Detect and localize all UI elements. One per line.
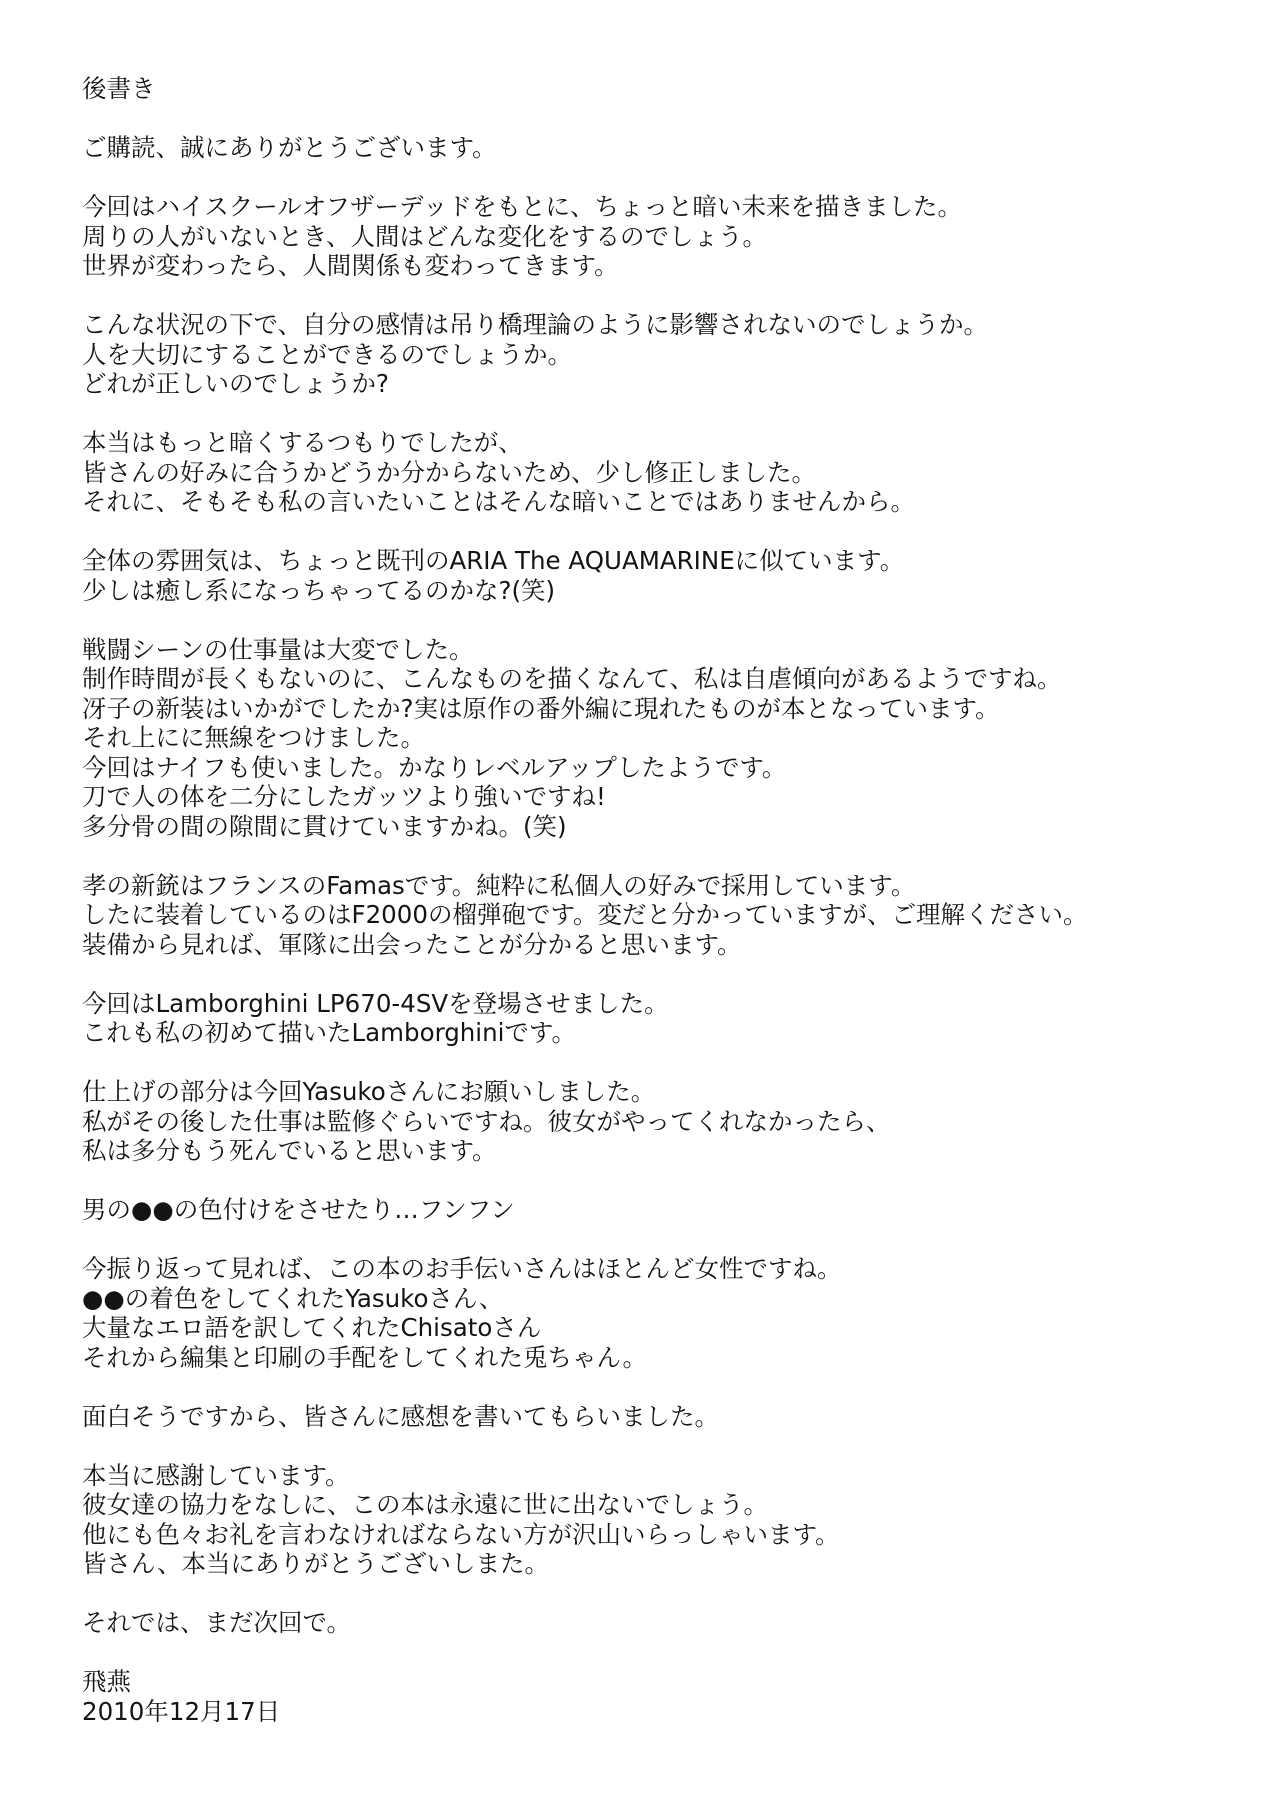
text-line: 周りの人がいないとき、人間はどんな変化をするのでしょう。 <box>82 221 768 251</box>
text-line: 大量なエロ語を訳してくれたChisatoさん <box>82 1313 542 1342</box>
paragraph <box>82 1608 1232 1638</box>
text-line: どれが正しいのでしょうか? <box>82 369 390 398</box>
text-line: 孝の新銃はフランスのFamasです。純粋に私個人の好みで採用しています。 <box>82 870 916 900</box>
text-line: 世界が変わったら、人間関係も変わってきます。 <box>82 251 619 280</box>
text-line: 全体の雰囲気は、ちょっと既刊のARIA The AQUAMARINEに似ています。 <box>82 546 905 575</box>
paragraph <box>82 133 1232 163</box>
paragraph <box>82 635 1232 842</box>
paragraph <box>82 310 1232 399</box>
paragraph <box>82 1254 1232 1372</box>
text-line: それから編集と印刷の手配をしてくれた兎ちゃん。 <box>82 1342 647 1372</box>
afterword-body <box>82 74 1232 1756</box>
text-line: 多分骨の間の隙間に貫けていますかね。(笑) <box>82 811 567 841</box>
text-line: それでは、まだ次回で。 <box>82 1608 352 1637</box>
paragraph <box>82 1402 1232 1432</box>
text-line: 私がその後した仕事は監修ぐらいですね。彼女がやってくれなかったら、 <box>82 1106 891 1136</box>
paragraph <box>82 546 1232 605</box>
text-line: 人を大切にすることができるのでしょうか。 <box>82 339 572 369</box>
date-line: 2010年12月17日 <box>82 1696 281 1726</box>
text-line: 装備から見れば、軍隊に出会ったことが分かると思います。 <box>82 929 742 959</box>
text-line: 他にも色々お礼を言わなければならない方が沢山いらっしゃいます。 <box>82 1519 840 1549</box>
text-line: 男の●●の色付けをさせたり…フンフン <box>82 1195 515 1224</box>
paragraph <box>82 1195 1232 1225</box>
text-line: 面白そうですから、皆さんに感想を書いてもらいました。 <box>82 1401 719 1431</box>
text-line: 本当に感謝しています。 <box>82 1460 350 1490</box>
text-line: 彼女達の協力をなしに、この本は永遠に世に出ないでしょう。 <box>82 1490 768 1519</box>
text-line: 仕上げの部分は今回Yasukoさんにお願いしました。 <box>82 1077 656 1106</box>
text-line: 今回はLamborghini LP670-4SVを登場させました。 <box>82 988 669 1018</box>
afterword-title-block <box>82 74 1232 104</box>
text-line: 戦闘シーンの仕事量は大変でした。 <box>82 634 474 664</box>
paragraph <box>82 192 1232 281</box>
text-line: こんな状況の下で、自分の感情は吊り橋理論のように影響されないのでしょうか。 <box>82 310 989 339</box>
text-line: 皆さん、本当にありがとうございしまた。 <box>82 1549 549 1578</box>
paragraph <box>82 428 1232 517</box>
paragraph <box>82 989 1232 1048</box>
paragraph <box>82 1077 1232 1166</box>
text-line: 皆さんの好みに合うかどうか分からないため、少し修正しました。 <box>82 457 817 487</box>
text-line: それに、そもそも私の言いたいことはそんな暗いことではありませんから。 <box>82 487 915 516</box>
text-line: ●●の着色をしてくれたYasukoさん、 <box>82 1283 504 1313</box>
text-line: 冴子の新装はいかがでしたか?実は原作の番外編に現れたものが本となっています。 <box>82 693 1000 723</box>
text-line: 本当はもっと暗くするつもりでしたが、 <box>82 428 523 457</box>
afterword-paragraphs <box>82 133 1232 1638</box>
text-line: 私は多分もう死んでいると思います。 <box>82 1136 497 1165</box>
paragraph <box>82 871 1232 960</box>
text-line: 少しは癒し系になっちゃってるのかな?(笑) <box>82 575 556 605</box>
text-line: 制作時間が長くもないのに、こんなものを描くなんて、私は自虐傾向があるようですね。 <box>82 664 1062 693</box>
text-line: それ上にに無線をつけました。 <box>82 723 425 752</box>
signature-block <box>82 1667 1232 1726</box>
text-line: 刀で人の体を二分にしたガッツより強いですね! <box>82 782 606 811</box>
text-line: 今回はナイフも使いました。かなりレベルアップしたようです。 <box>82 752 787 782</box>
text-line: 今回はハイスクールオフザーデッドをもとに、ちょっと暗い未来を描きました。 <box>82 192 963 221</box>
text-line: これも私の初めて描いたLamborghiniです。 <box>82 1018 576 1047</box>
text-line: 今振り返って見れば、この本のお手伝いさんはほとんど女性ですね。 <box>82 1254 842 1283</box>
text-line: したに装着しているのはF2000の榴弾砲です。変だと分かっていますが、ご理解ください。 <box>82 900 1088 929</box>
afterword-title: 後書き <box>82 74 156 103</box>
author-name: 飛燕 <box>82 1667 131 1696</box>
paragraph <box>82 1461 1232 1579</box>
text-line: ご購読、誠にありがとうございます。 <box>82 133 497 162</box>
